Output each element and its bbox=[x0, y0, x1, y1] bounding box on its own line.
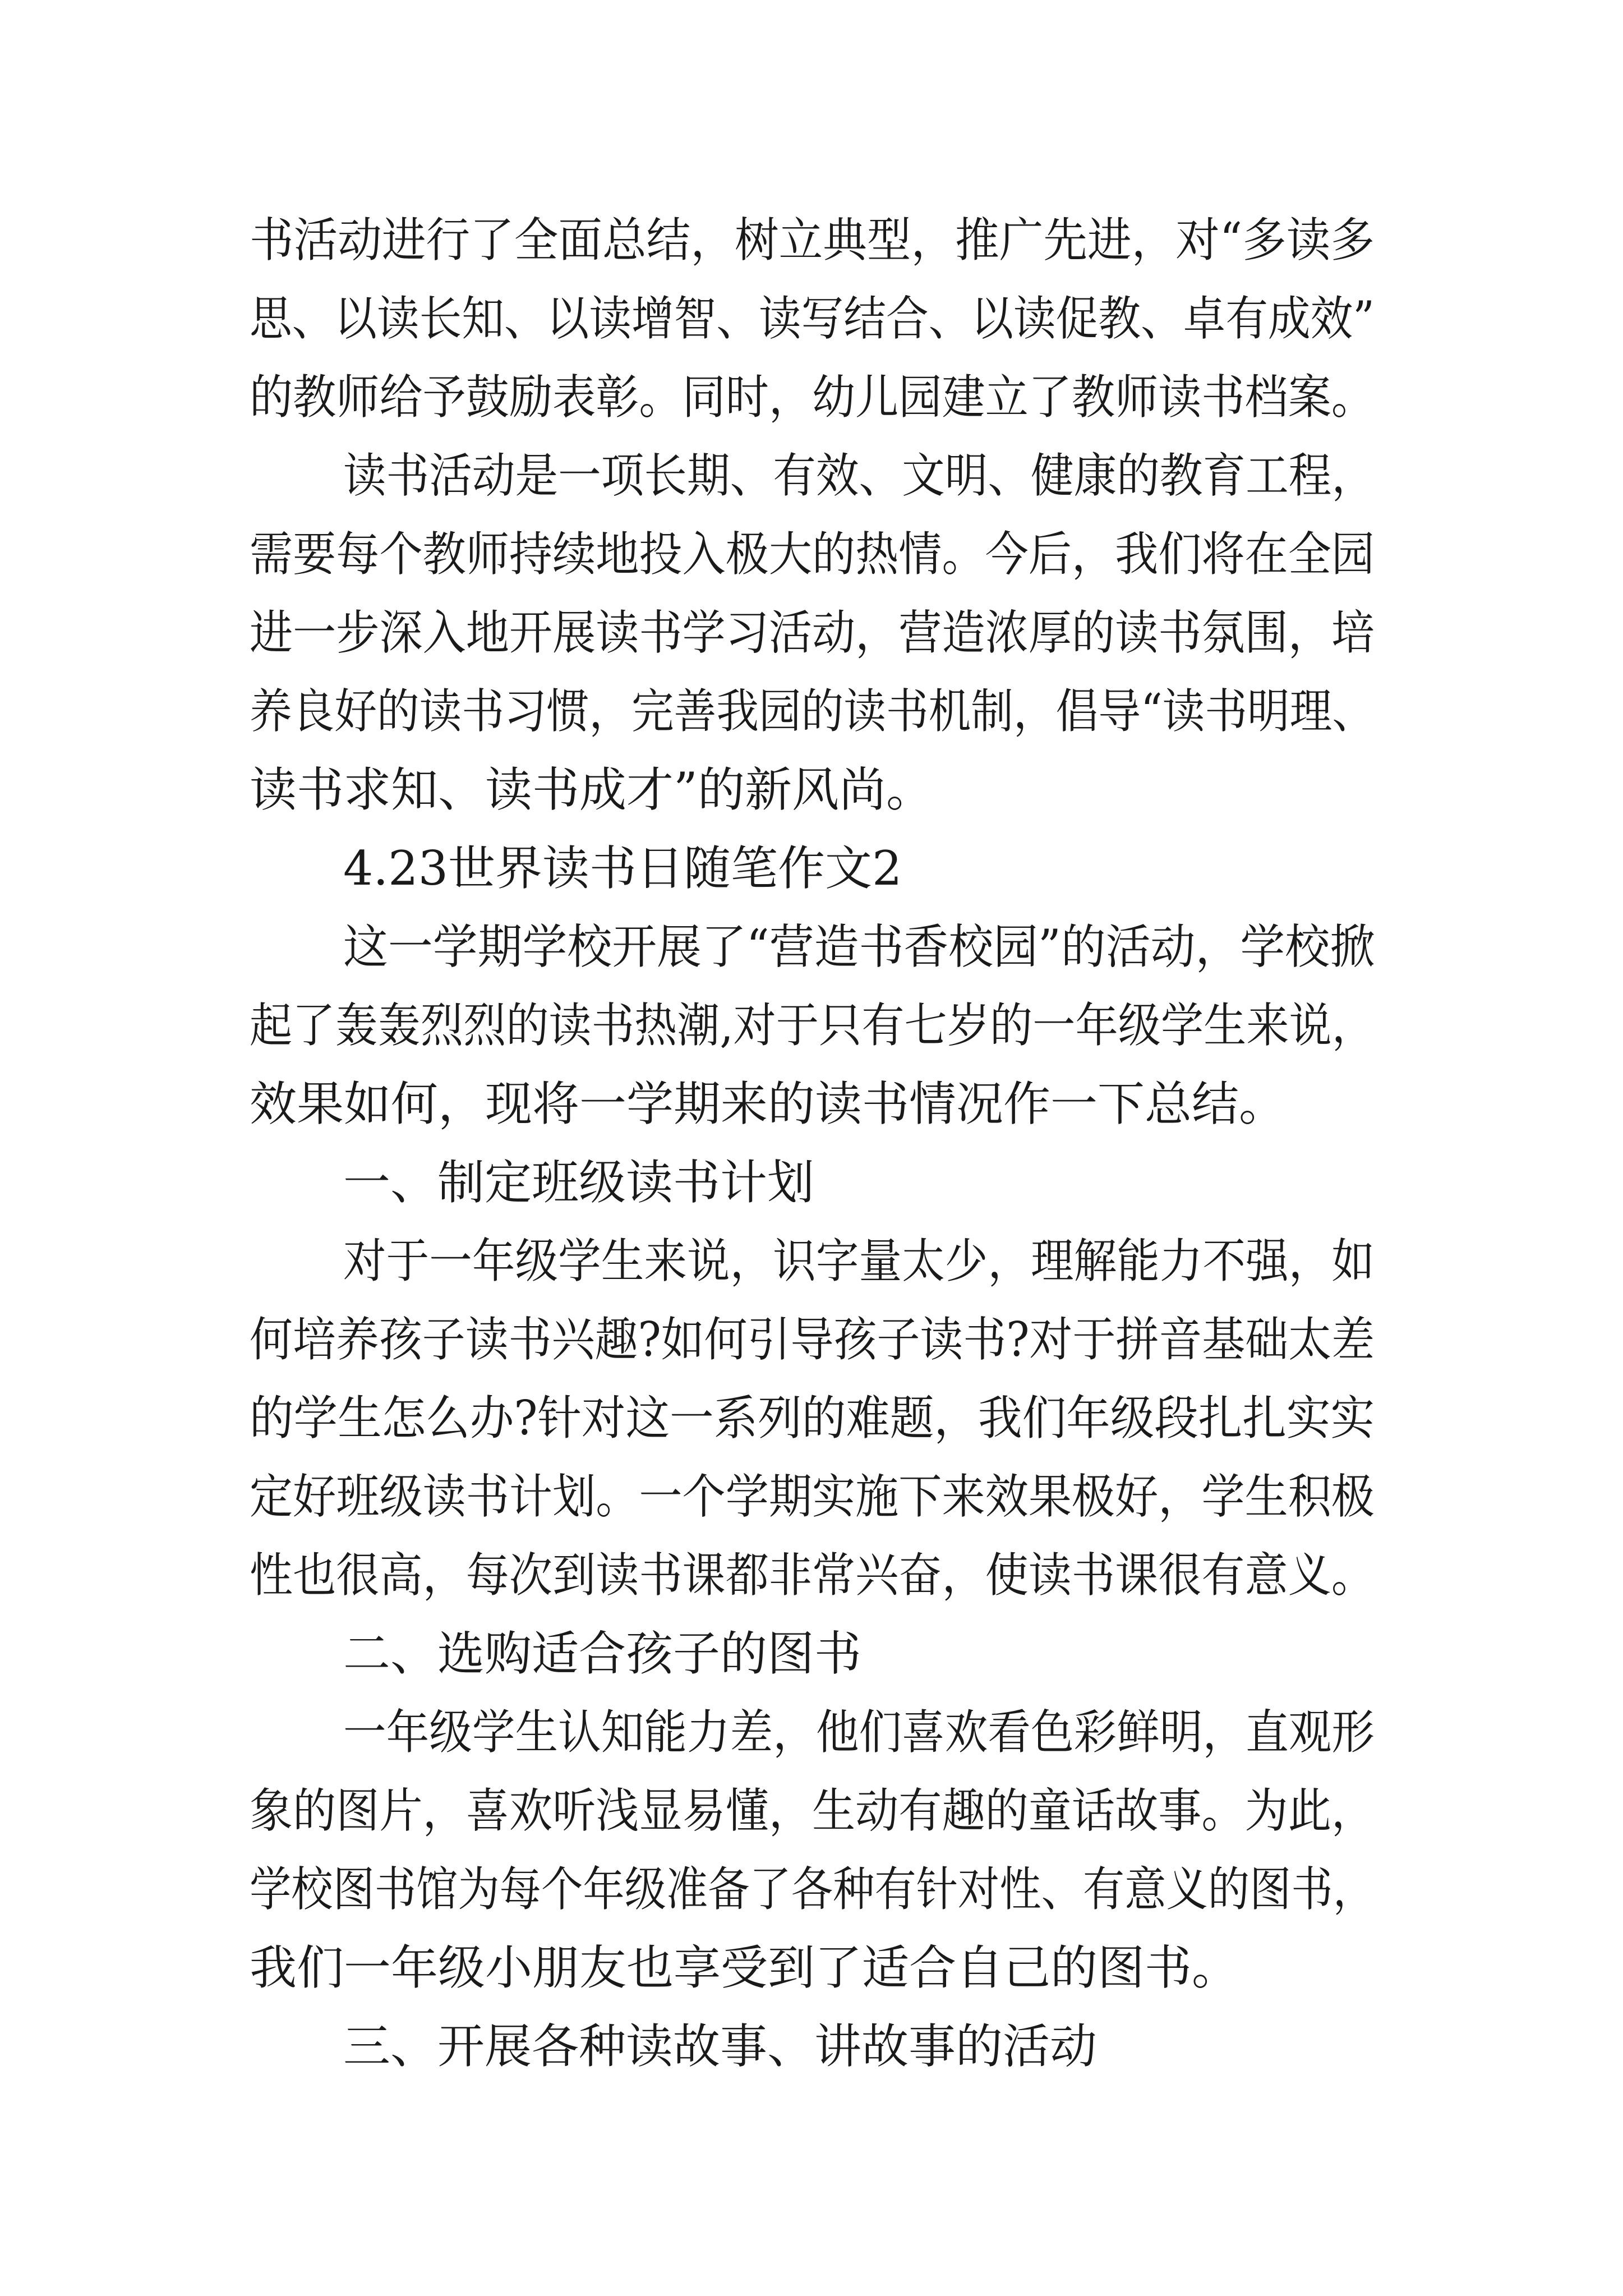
paragraph-line bbox=[0, 1542, 1623, 1609]
paragraph-line-text: 读书活动是一项长期、有效、文明、健康的教育工程， bbox=[343, 448, 1375, 503]
paragraph-line-text: 的学生怎么办?针对这一系列的难题，我们年级段扎扎实实 bbox=[250, 1391, 1375, 1446]
paragraph-line-text: 书活动进行了全面总结，树立典型，推广先进，对“多读多 bbox=[250, 213, 1375, 268]
paragraph-line-text: 起了轰轰烈烈的读书热潮,对于只有七岁的一年级学生来说， bbox=[250, 998, 1375, 1053]
paragraph-line-text: 对于一年级学生来说，识字量太少，理解能力不强，如 bbox=[343, 1234, 1375, 1289]
paragraph-line-text: 学校图书馆为每个年级准备了各种有针对性、有意义的图书， bbox=[250, 1862, 1375, 1917]
paragraph-line bbox=[0, 1777, 1623, 1844]
paragraph-line-text: 定好班级读书计划。一个学期实施下来效果极好，学生积极 bbox=[250, 1469, 1375, 1524]
paragraph-line bbox=[0, 364, 1623, 431]
article-title bbox=[0, 835, 1623, 902]
section-heading bbox=[0, 1149, 1623, 1216]
paragraph-line-text: 思、以读长知、以读增智、读写结合、以读促教、卓有成效” bbox=[250, 291, 1375, 346]
paragraph-line bbox=[0, 1856, 1623, 1923]
paragraph-line-text: 象的图片，喜欢听浅显易懂，生动有趣的童话故事。为此， bbox=[250, 1783, 1375, 1838]
paragraph-line bbox=[0, 1463, 1623, 1530]
section-heading-text: 二、选购适合孩子的图书 bbox=[343, 1626, 862, 1681]
paragraph-line-text: 养良好的读书习惯，完善我园的读书机制，倡导“读书明理、 bbox=[250, 684, 1375, 739]
paragraph-line-text: 一年级学生认知能力差，他们喜欢看色彩鲜明，直观形 bbox=[343, 1705, 1375, 1760]
paragraph-first-line bbox=[0, 1699, 1623, 1766]
paragraph-first-line bbox=[0, 913, 1623, 981]
paragraph-line bbox=[0, 206, 1623, 274]
paragraph-line-text: 这一学期学校开展了“营造书香校园”的活动，学校掀 bbox=[343, 919, 1375, 974]
paragraph-line bbox=[0, 1384, 1623, 1452]
paragraph-line bbox=[0, 285, 1623, 352]
paragraph-last-line bbox=[0, 1934, 1623, 2001]
paragraph-line bbox=[0, 1306, 1623, 1373]
paragraph-line bbox=[0, 992, 1623, 1059]
section-heading-text: 三、开展各种读故事、讲故事的活动 bbox=[343, 2019, 1098, 2074]
section-heading-text: 一、制定班级读书计划 bbox=[343, 1155, 815, 1210]
paragraph-line bbox=[0, 521, 1623, 588]
article-title-text: 4.23世界读书日随笔作文2 bbox=[343, 841, 902, 896]
paragraph-line bbox=[0, 599, 1623, 666]
paragraph-line-text: 进一步深入地开展读书学习活动，营造浓厚的读书氛围，培 bbox=[250, 605, 1375, 660]
paragraph-line bbox=[0, 678, 1623, 745]
paragraph-line-text: 的教师给予鼓励表彰。同时，幼儿园建立了教师读书档案。 bbox=[250, 370, 1375, 425]
paragraph-first-line bbox=[0, 1227, 1623, 1295]
section-heading bbox=[0, 2013, 1623, 2080]
paragraph-line-text: 何培养孩子读书兴趣?如何引导孩子读书?对于拼音基础太差 bbox=[250, 1312, 1375, 1367]
paragraph-line-text: 读书求知、读书成才”的新风尚。 bbox=[250, 762, 933, 817]
paragraph-first-line bbox=[0, 442, 1623, 509]
paragraph-line-text: 我们一年级小朋友也享受到了适合自己的图书。 bbox=[250, 1940, 1239, 1995]
paragraph-line-text: 性也很高，每次到读书课都非常兴奋，使读书课很有意义。 bbox=[250, 1548, 1375, 1603]
section-heading bbox=[0, 1620, 1623, 1687]
paragraph-last-line bbox=[0, 1070, 1623, 1138]
paragraph-line-text: 需要每个教师持续地投入极大的热情。今后，我们将在全园 bbox=[250, 527, 1375, 582]
paragraph-line-text: 效果如何，现将一学期来的读书情况作一下总结。 bbox=[250, 1076, 1287, 1131]
paragraph-last-line bbox=[0, 756, 1623, 823]
